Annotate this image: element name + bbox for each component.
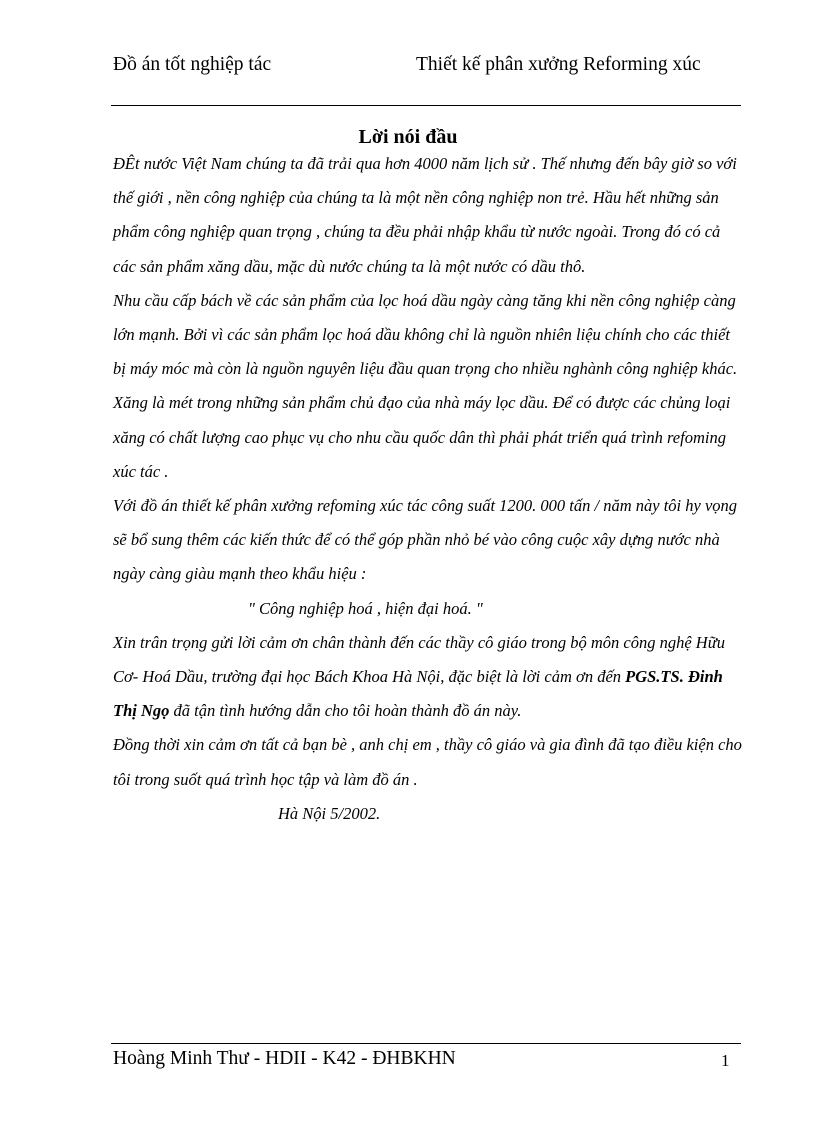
document-body <box>113 147 743 831</box>
paragraph-6: Đồng thời xin cảm ơn tất cả bạn bè , anh chị em , thầy cô giáo và gia đình đã tạo điều kiện cho tôi trong suốt quá trình học tập và làm đồ án . <box>113 735 742 789</box>
paragraph-5-start: Xin trân trọng gửi lời cảm ơn chân thành đến các thầy cô giáo trong bộ môn công nghệ Hữu Cơ- Hoá Dầu, trường đại học Bách Khoa Hà Nội, đặc biệt là lời cảm ơn đến <box>113 632 725 687</box>
header-rule <box>111 105 741 106</box>
footer-author: Hoàng Minh Thư - HDII - K42 - ĐHBKHN <box>113 1048 456 1069</box>
header-left-title: Đồ án tốt nghiệp tác <box>113 54 272 75</box>
paragraph-3: Xăng là mét trong những sản phẩm chủ đạo của nhà máy lọc dầu. Để có được các chủng loại xăng có chất lượng cao phục vụ cho nhu cầu quốc dân thì phải phát triển quá trình refoming xúc tác . <box>113 393 731 481</box>
page-title: Lời nói đầu <box>358 126 458 148</box>
header-right-title: Thiết kế phân xưởng Reforming xúc <box>416 54 701 75</box>
paragraph-5 <box>113 626 743 729</box>
paragraph-1: ĐÊt nước Việt Nam chúng ta đã trải qua hơn 4000 năm lịch sử . Thế nhưng đến bây giờ so với thế giới , nền công nghiệp của chúng ta là một nền công nghiệp non trẻ. Hầu hết những sản phẩm công nghiệp quan trọng , chúng ta đều phải nhập khẩu từ nước ngoài. Trong đó có cả các sản phẩm xăng dầu, mặc dù nước chúng ta là một nước có dầu thô. <box>113 154 737 276</box>
page-number: 1 <box>721 1051 730 1070</box>
slogan-quote: " Công nghiệp hoá , hiện đại hoá. " <box>248 598 483 618</box>
paragraph-2: Nhu cầu cấp bách về các sản phẩm của lọc hoá dầu ngày càng tăng khi nền công nghiệp càng lớn mạnh. Bởi vì các sản phẩm lọc hoá dầu không chỉ là nguồn nhiên liệu chính cho các thiết bị máy móc mà còn là nguồn nguyên liệu đầu quan trọng cho nhiều nghành công nghiệp khác. <box>113 290 738 379</box>
date-line: Hà Nội 5/2002. <box>278 803 381 823</box>
advisor-name: PGS.TS. Đinh Thị Ngọ <box>113 667 723 721</box>
paragraph-4: Với đồ án thiết kế phân xưởng refoming xúc tác công suất 1200. 000 tấn / năm này tôi hy vọng sẽ bổ sung thêm các kiến thức để có thể góp phần nhỏ bé vào công cuộc xây dựng nước nhà ngày càng giàu mạnh theo khẩu hiệu : <box>113 496 738 584</box>
footer-rule <box>111 1043 741 1044</box>
paragraph-5-end: đã tận tình hướng dẫn cho tôi hoàn thành đồ án này. <box>169 701 522 721</box>
